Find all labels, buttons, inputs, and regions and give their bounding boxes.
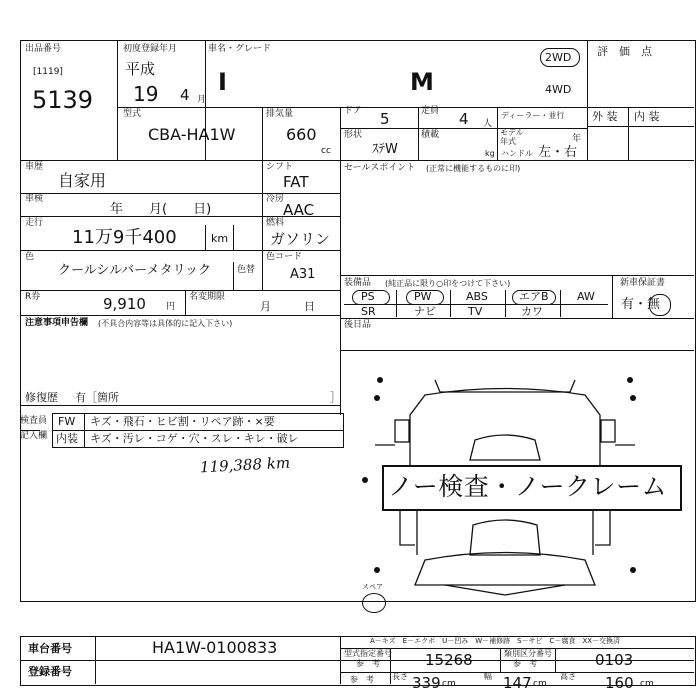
fw-items: キズ・飛石・ヒビ割・リペア跡・×要 xyxy=(90,415,275,428)
class-no: 0103 xyxy=(595,651,634,669)
equip-sub: (純正品に限り○印をつけて下さい) xyxy=(385,279,511,288)
divider xyxy=(560,290,561,317)
sales-point-label: セールスポイント xyxy=(344,163,416,173)
aftermarket-label: 後日品 xyxy=(344,320,372,330)
lot-number: 5139 xyxy=(32,86,94,114)
divider xyxy=(396,290,397,317)
handle: 左・右 xyxy=(538,145,578,160)
divider xyxy=(262,107,263,160)
inspection: 年 月( 日) xyxy=(110,202,212,217)
divider xyxy=(497,107,498,160)
sales-point-sub: (正常に機能するものに印) xyxy=(426,164,521,173)
lot-label: 出品番号 xyxy=(25,44,62,54)
displacement: 660 xyxy=(286,125,317,144)
length: 339 xyxy=(412,674,441,692)
shift-label: シフト xyxy=(266,162,294,172)
interior-label: 内 装 xyxy=(634,110,660,123)
drive-4wd: 4WD xyxy=(545,83,572,96)
equip-aw: AW xyxy=(577,290,595,303)
color-label: 色 xyxy=(25,252,35,262)
grade: M xyxy=(410,68,434,96)
class-ref: 参 考 xyxy=(513,659,537,668)
bracket-close: ］ xyxy=(330,391,341,404)
divider xyxy=(20,405,340,406)
recycle-fee: 9,910 xyxy=(103,295,146,313)
equip-leather: カワ xyxy=(521,305,543,318)
chassis-label: 車台番号 xyxy=(28,642,72,655)
divider xyxy=(500,648,501,672)
record-label: 記入欄 xyxy=(20,431,48,441)
divider xyxy=(262,160,263,290)
shift: FAT xyxy=(283,173,309,191)
divider xyxy=(628,107,629,160)
month-unit: 月 xyxy=(197,95,207,105)
divider xyxy=(117,40,118,160)
divider xyxy=(587,40,588,160)
repair-value: 有［箇所 xyxy=(75,391,119,404)
kg-unit: kg xyxy=(485,149,495,158)
name-change-label: 名変期限 xyxy=(189,292,226,302)
reg-no-label: 登録番号 xyxy=(28,665,72,678)
inspector-label: 検査員 xyxy=(20,416,48,426)
equip-pw: PW xyxy=(414,290,432,303)
equip-airbag: エアB xyxy=(519,290,549,303)
model-code: CBA-HA1W xyxy=(148,125,236,144)
divider xyxy=(233,225,234,250)
int-label: 内装 xyxy=(56,432,78,445)
dealer-label: ディーラー・並行 xyxy=(501,111,565,120)
equip-navi: ナビ xyxy=(414,305,436,318)
color-code: A31 xyxy=(290,267,316,282)
divider xyxy=(450,290,451,317)
divider xyxy=(340,128,587,129)
reg-year: 19 xyxy=(133,82,159,106)
divider xyxy=(340,350,694,351)
type-cert-label: 型式指定番号 xyxy=(344,649,392,658)
doors: 5 xyxy=(380,110,390,128)
divider xyxy=(233,262,234,290)
divider xyxy=(185,290,186,315)
divider xyxy=(20,160,694,161)
fuel-label: 燃料 xyxy=(266,218,285,228)
divider xyxy=(205,225,206,250)
length-cm: cm xyxy=(442,679,456,689)
warranty-circle xyxy=(649,294,671,316)
score-label: 評 価 点 xyxy=(597,45,652,58)
ac-label: 冷房 xyxy=(266,194,285,204)
height-cm: cm xyxy=(640,679,654,689)
width-label: 幅 xyxy=(484,672,492,681)
car-name: I xyxy=(218,68,227,96)
usage-label: 車歴 xyxy=(25,162,44,172)
divider xyxy=(587,107,694,108)
divider xyxy=(505,290,506,317)
fuel: ガソリン xyxy=(270,230,331,248)
divider xyxy=(587,126,694,127)
divider xyxy=(340,275,694,276)
color-change-label: 色替 xyxy=(237,265,256,275)
color: クールシルバーメタリック xyxy=(58,263,212,278)
mileage: 11万9千400 xyxy=(72,227,177,248)
disp-label: 排気量 xyxy=(266,109,294,119)
ac: AAC xyxy=(283,201,315,219)
type-cert-ref: 参 考 xyxy=(356,659,380,668)
divider xyxy=(555,648,556,672)
name-change: 月 日 xyxy=(260,300,315,313)
name-label: 車名・グレード xyxy=(208,44,272,54)
reg-label: 初度登録年月 xyxy=(123,44,178,54)
divider xyxy=(84,413,85,447)
int-items: キズ・汚レ・コゲ・穴・スレ・キレ・破レ xyxy=(90,432,299,445)
divider xyxy=(612,275,613,318)
spare-label: スペア xyxy=(362,583,383,591)
exterior-label: 外 装 xyxy=(592,110,618,123)
divider xyxy=(340,318,694,319)
width-cm: cm xyxy=(533,679,547,689)
equip-label: 装備品 xyxy=(344,278,372,288)
chassis: HA1W-0100833 xyxy=(152,638,278,657)
drive-2wd: 2WD xyxy=(545,51,572,64)
usage: 自家用 xyxy=(58,171,107,190)
no-claim-stamp-text: ノー検査・ノークレーム xyxy=(388,472,668,501)
shape-label: 形状 xyxy=(344,130,363,140)
equip-abs: ABS xyxy=(466,290,488,303)
legend: A－キズ E－エクボ U－凹み W－補修跡 S－サビ C－腐食 XX－交換済 xyxy=(370,637,621,645)
km-unit: km xyxy=(211,232,229,245)
equip-sr: SR xyxy=(361,305,376,318)
warranty-label: 新車保証書 xyxy=(620,278,666,288)
divider xyxy=(340,107,341,160)
era: 平成 xyxy=(125,60,156,78)
divider xyxy=(262,250,340,251)
reg-month: 4 xyxy=(180,86,190,104)
height: 160 xyxy=(605,674,634,692)
divider xyxy=(340,160,341,415)
shape: ｽﾃW xyxy=(372,142,398,157)
notes-label: 注意事項申告欄 xyxy=(25,318,89,328)
height-label: 高さ xyxy=(560,672,576,681)
type-cert: 15268 xyxy=(425,651,473,669)
lot-sub: [1119] xyxy=(33,67,63,77)
disp-unit: cc xyxy=(321,146,331,156)
fw-label: FW xyxy=(58,415,76,428)
year-unit: 年 xyxy=(572,134,582,144)
repair-label: 修復歴 xyxy=(25,391,58,404)
divider xyxy=(95,636,96,684)
equip-tv: TV xyxy=(468,305,483,318)
recycle-label: R券 xyxy=(25,292,41,302)
door-label: ドア xyxy=(344,106,362,116)
divider xyxy=(340,636,341,684)
divider xyxy=(20,315,340,316)
length-label: 長さ xyxy=(392,672,408,681)
dims-ref: 参 考 xyxy=(350,675,374,684)
class-label: 類別区分番号 xyxy=(504,649,552,658)
equip-ps: PS xyxy=(361,290,375,303)
divider xyxy=(20,290,340,291)
person-unit: 人 xyxy=(483,119,493,129)
inspection-label: 車検 xyxy=(25,194,44,204)
warranty: 有・無 xyxy=(621,297,661,312)
divider xyxy=(418,107,419,160)
notes-sub: (不具合内容等は具体的に記入下さい) xyxy=(98,319,233,328)
capacity: 4 xyxy=(459,110,469,128)
handwritten-mileage: 119,388 km xyxy=(199,453,291,477)
color-code-label: 色コード xyxy=(266,252,303,262)
mileage-label: 走行 xyxy=(25,218,44,228)
model-label: 型式 xyxy=(123,109,142,119)
spare-circle xyxy=(362,593,386,613)
model-year-label: モデル年式 xyxy=(500,128,524,146)
cap-label: 定員 xyxy=(421,106,440,116)
yen: 円 xyxy=(166,302,176,312)
width: 147 xyxy=(503,674,532,692)
load-label: 積載 xyxy=(421,130,440,140)
handle-label: ハンドル xyxy=(501,149,533,158)
